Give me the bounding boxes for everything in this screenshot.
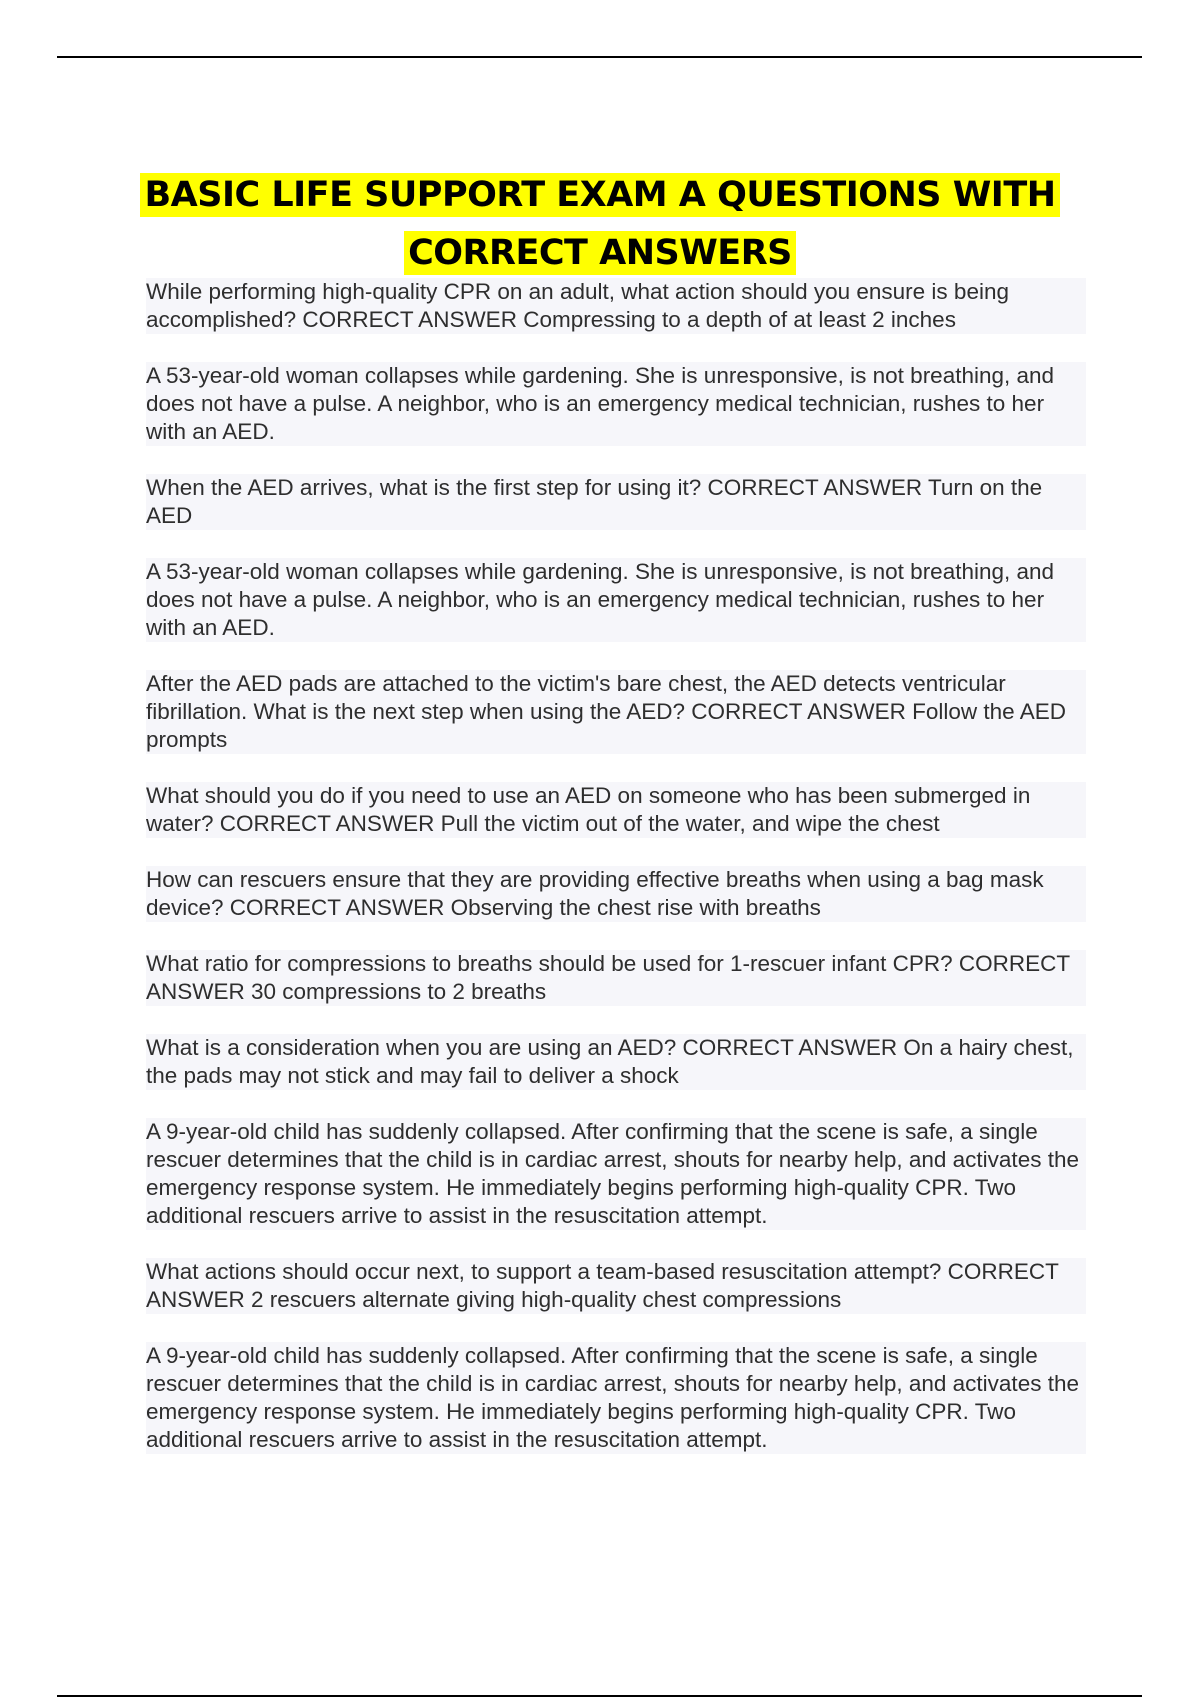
paragraph: A 9-year-old child has suddenly collapsed. After confirming that the scene is safe, a single rescuer determines that the child is in cardiac arrest, shouts for nearby help, and activates the emergency response system. He immediately begins performing high-quality CPR. Two additional rescuers arrive to assist in the resuscitation attempt.	[146, 1118, 1086, 1230]
paragraph: While performing high-quality CPR on an adult, what action should you ensure is being accomplished? CORRECT ANSWER Compressing to a depth of at least 2 inches	[146, 278, 1086, 334]
document-body	[146, 278, 1086, 1482]
paragraph: How can rescuers ensure that they are providing effective breaths when using a bag mask device? CORRECT ANSWER Observing the chest rise with breaths	[146, 866, 1086, 922]
paragraph: What should you do if you need to use an AED on someone who has been submerged in water? CORRECT ANSWER Pull the victim out of the water, and wipe the chest	[146, 782, 1086, 838]
paragraph: After the AED pads are attached to the victim's bare chest, the AED detects ventricular fibrillation. What is the next step when using the AED? CORRECT ANSWER Follow the AED prompts	[146, 670, 1086, 754]
footer-rule	[57, 1695, 1142, 1697]
document-title	[100, 166, 1100, 282]
paragraph: A 53-year-old woman collapses while gardening. She is unresponsive, is not breathing, and does not have a pulse. A neighbor, who is an emergency medical technician, rushes to her with an AED.	[146, 362, 1086, 446]
paragraph: When the AED arrives, what is the first step for using it? CORRECT ANSWER Turn on the AED	[146, 474, 1086, 530]
title-highlight: BASIC LIFE SUPPORT EXAM A QUESTIONS WITH CORRECT ANSWERS	[140, 173, 1059, 275]
header-rule	[57, 56, 1142, 58]
paragraph: What is a consideration when you are using an AED? CORRECT ANSWER On a hairy chest, the pads may not stick and may fail to deliver a shock	[146, 1034, 1086, 1090]
paragraph: What actions should occur next, to support a team-based resuscitation attempt? CORRECT ANSWER 2 rescuers alternate giving high-quality chest compressions	[146, 1258, 1086, 1314]
paragraph: A 53-year-old woman collapses while gardening. She is unresponsive, is not breathing, and does not have a pulse. A neighbor, who is an emergency medical technician, rushes to her with an AED.	[146, 558, 1086, 642]
paragraph: What ratio for compressions to breaths should be used for 1-rescuer infant CPR? CORRECT ANSWER 30 compressions to 2 breaths	[146, 950, 1086, 1006]
paragraph: A 9-year-old child has suddenly collapsed. After confirming that the scene is safe, a single rescuer determines that the child is in cardiac arrest, shouts for nearby help, and activates the emergency response system. He immediately begins performing high-quality CPR. Two additional rescuers arrive to assist in the resuscitation attempt.	[146, 1342, 1086, 1454]
